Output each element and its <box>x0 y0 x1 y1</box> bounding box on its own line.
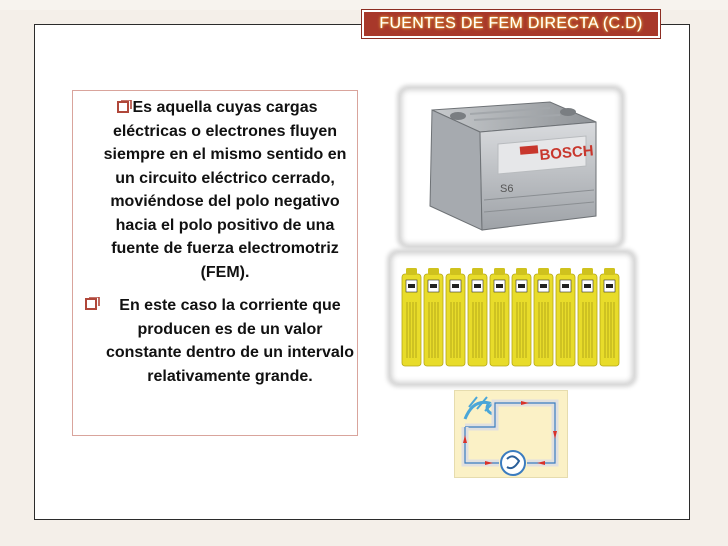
dc-circuit-diagram <box>454 390 568 478</box>
battery-model-label: S6 <box>500 183 514 195</box>
slide-title: FUENTES DE FEM DIRECTA (C.D) <box>379 15 643 32</box>
battery-cell <box>600 268 619 366</box>
bullet-text-1: Es aquella cuyas cargas eléctricas o electrones fluyen siempre en el mismo sentido en un circuito eléctrico cerrado, moviéndose del polo negativo hacia el polo positivo de una fuente de fuerza electromotriz (FEM). <box>103 99 347 281</box>
battery-cell <box>578 268 597 366</box>
battery-brand-label: BOSCH <box>538 142 595 164</box>
battery-cell <box>512 268 531 366</box>
battery-cell <box>556 268 575 366</box>
bullet-icon <box>84 297 100 311</box>
battery-cell <box>468 268 487 366</box>
batteries-image <box>390 252 634 384</box>
battery-cell <box>534 268 553 366</box>
title-bar <box>362 10 660 38</box>
background-strip <box>0 0 728 10</box>
battery-cell <box>490 268 509 366</box>
battery-cell <box>424 268 443 366</box>
battery-cell <box>446 268 465 366</box>
bullet-text-2: En este caso la corriente que producen es de un valor constante dentro de un intervalo relativamente grande. <box>105 297 355 385</box>
car-battery-image <box>400 88 622 246</box>
battery-cell <box>402 268 421 366</box>
